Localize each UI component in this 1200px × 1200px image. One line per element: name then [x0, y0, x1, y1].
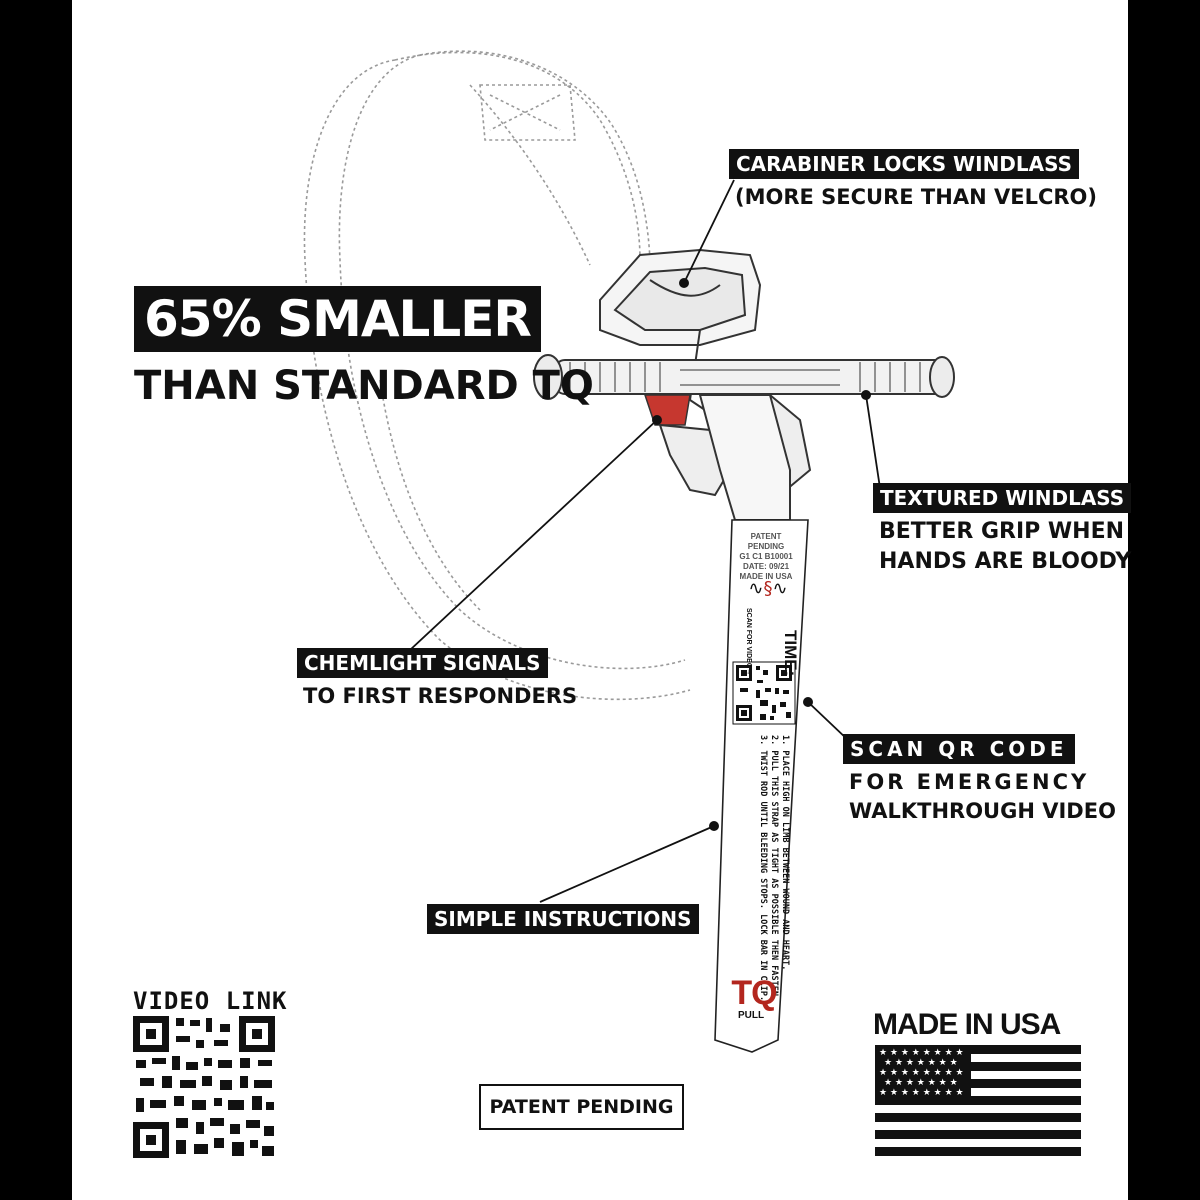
- strap-instructions: [757, 735, 790, 1001]
- windlass-line1: BETTER GRIP WHEN: [879, 519, 1125, 544]
- strap-brand: TQ: [731, 974, 777, 1012]
- callout-chemlight: [297, 648, 577, 707]
- svg-text:★ ★ ★ ★ ★ ★ ★: ★ ★ ★ ★ ★ ★ ★: [884, 1058, 958, 1068]
- us-flag-icon: [875, 1045, 1081, 1157]
- carabiner-title: CARABINER LOCKS WINDLASS: [729, 149, 1079, 179]
- qr-title: SCAN QR CODE: [843, 734, 1075, 764]
- instructions-title: SIMPLE INSTRUCTIONS: [427, 904, 699, 934]
- strap-step-1: 1. PLACE HIGH ON LIMB BETWEEN WOUND AND HEART.: [780, 735, 790, 971]
- patent-pending-box: PATENT PENDING: [479, 1084, 684, 1130]
- headline: [134, 286, 594, 409]
- callout-carabiner: [729, 149, 1097, 208]
- strap-scan-label: SCAN FOR VIDEO→: [745, 608, 752, 676]
- strap-code: G1 C1 B10001: [739, 552, 793, 561]
- strap-label-top: [735, 532, 797, 582]
- chemlight-red: [645, 395, 690, 425]
- video-link-label: VIDEO LINK: [133, 987, 288, 1015]
- windlass-rod: [534, 355, 954, 399]
- video-link-qr-code: [133, 1016, 275, 1158]
- strap-made: MADE IN USA: [739, 572, 793, 581]
- strap-date: DATE: 09/21: [742, 562, 790, 571]
- callout-windlass: [873, 483, 1131, 573]
- svg-text:★ ★ ★ ★ ★ ★ ★ ★: ★ ★ ★ ★ ★ ★ ★ ★: [879, 1048, 964, 1058]
- svg-text:★ ★ ★ ★ ★ ★ ★ ★: ★ ★ ★ ★ ★ ★ ★ ★: [879, 1088, 964, 1098]
- qr-line1: FOR EMERGENCY: [849, 770, 1090, 794]
- made-in-usa-label: MADE IN USA: [873, 1008, 1061, 1041]
- qr-line2: WALKTHROUGH VIDEO: [849, 799, 1116, 823]
- svg-text:★ ★ ★ ★ ★ ★ ★ ★: ★ ★ ★ ★ ★ ★ ★ ★: [879, 1068, 964, 1078]
- windlass-title: TEXTURED WINDLASS: [873, 483, 1131, 513]
- strap-patent: PATENT PENDING: [747, 532, 785, 551]
- callout-qr: [843, 734, 1116, 822]
- chemlight-title: CHEMLIGHT SIGNALS: [297, 648, 548, 678]
- strap-logo-icon: ∿§∿: [748, 578, 788, 599]
- strap-step-3: 3. TWIST ROD UNTIL BLEEDING STOPS. LOCK BAR IN CLIP.: [758, 735, 768, 1002]
- headline-subtitle: THAN STANDARD TQ: [134, 363, 594, 409]
- windlass-line2: HANDS ARE BLOODY: [879, 549, 1132, 574]
- headline-title: 65% SMALLER: [134, 286, 541, 352]
- carabiner-subtitle: (MORE SECURE THAN VELCRO): [735, 185, 1097, 209]
- chemlight-subtitle: TO FIRST RESPONDERS: [303, 684, 578, 708]
- svg-text:★ ★ ★ ★ ★ ★ ★: ★ ★ ★ ★ ★ ★ ★: [884, 1078, 958, 1088]
- strap-time: TIME:: [781, 630, 800, 677]
- strap-pull: PULL: [737, 1010, 765, 1021]
- strap-step-2: 2. PULL THIS STRAP AS TIGHT AS POSSIBLE THEN FASTEN.: [769, 735, 779, 1002]
- callout-instructions: [427, 904, 699, 934]
